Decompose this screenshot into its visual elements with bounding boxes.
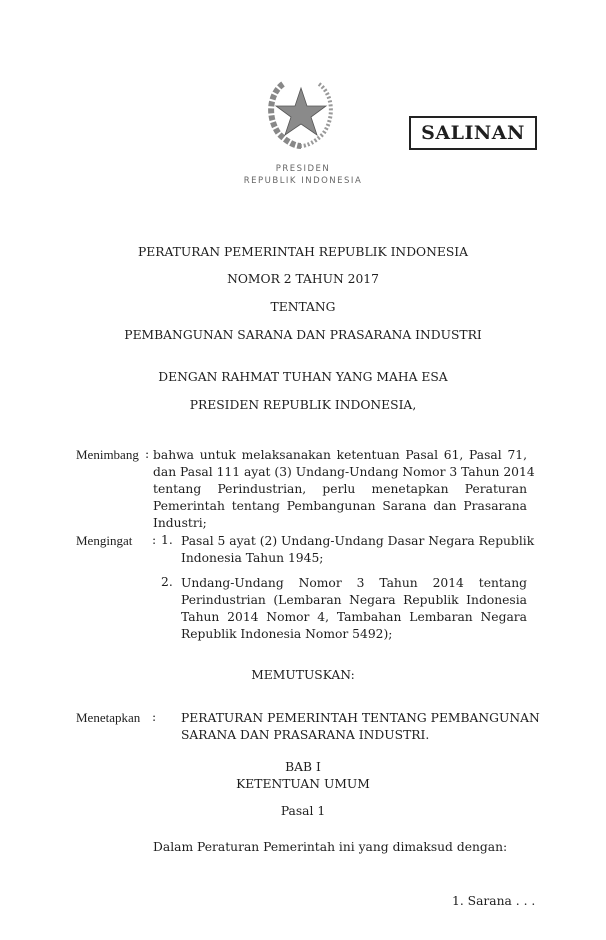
regulation-title: PERATURAN PEMERINTAH REPUBLIK INDONESIA [137, 245, 469, 259]
mengingat-line: Indonesia Tahun 1945; [181, 551, 324, 565]
letterhead-president: PRESIDEN [275, 164, 331, 174]
president-heading: PRESIDEN REPUBLIK INDONESIA, [189, 398, 417, 412]
mengingat-line: Republik Indonesia Nomor 5492); [181, 627, 393, 641]
menimbang-line: dan Pasal 111 ayat (3) Undang-Undang Nomor 3 Tahun 2014 [153, 465, 535, 479]
regulation-number: NOMOR 2 TAHUN 2017 [227, 272, 379, 286]
menetapkan-line: PERATURAN PEMERINTAH TENTANG PEMBANGUNAN [181, 711, 540, 725]
article-title: Pasal 1 [280, 804, 326, 818]
chapter-title: KETENTUAN UMUM [236, 777, 370, 791]
page-continuation: 1. Sarana . . . [452, 894, 536, 908]
chapter-number: BAB I [285, 760, 321, 774]
letterhead-republic: REPUBLIK INDONESIA [243, 176, 363, 186]
menetapkan-label: Menetapkan [76, 710, 141, 725]
menetapkan-line: SARANA DAN PRASARANA INDUSTRI. [181, 728, 430, 742]
mengingat-item-number: 1. [161, 533, 173, 547]
menimbang-label: Menimbang [76, 447, 139, 462]
menimbang-line: Pemerintah tentang Pembangunan Sarana dan Prasarana [153, 499, 527, 513]
article-intro: Dalam Peraturan Pemerintah ini yang dimaksud dengan: [153, 840, 508, 854]
mengingat-label: Mengingat [76, 533, 133, 548]
mengingat-colon: : [152, 533, 157, 547]
regulation-subject: PEMBANGUNAN SARANA DAN PRASARANA INDUSTRI [124, 328, 482, 342]
menetapkan-colon: : [152, 710, 157, 724]
menimbang-line: tentang Perindustrian, perlu menetapkan Peraturan [153, 482, 527, 496]
grace-statement: DENGAN RAHMAT TUHAN YANG MAHA ESA [158, 370, 448, 384]
mengingat-line: Undang-Undang Nomor 3 Tahun 2014 tentang [181, 576, 527, 590]
mengingat-line: Perindustrian (Lembaran Negara Republik Indonesia [181, 593, 527, 607]
salinan-stamp: SALINAN [409, 116, 537, 150]
mengingat-item-number: 2. [161, 575, 173, 589]
mengingat-line: Tahun 2014 Nomor 4, Tambahan Lembaran Negara [181, 610, 527, 624]
garuda-star-emblem [263, 76, 339, 150]
menimbang-line: bahwa untuk melaksanakan ketentuan Pasal 61, Pasal 71, [153, 448, 527, 462]
decision-heading: MEMUTUSKAN: [251, 668, 355, 682]
regulation-about: TENTANG [270, 300, 336, 314]
menimbang-colon: : [145, 447, 150, 461]
menimbang-line: Industri; [153, 516, 207, 530]
mengingat-line: Pasal 5 ayat (2) Undang-Undang Dasar Negara Republik [181, 534, 535, 548]
